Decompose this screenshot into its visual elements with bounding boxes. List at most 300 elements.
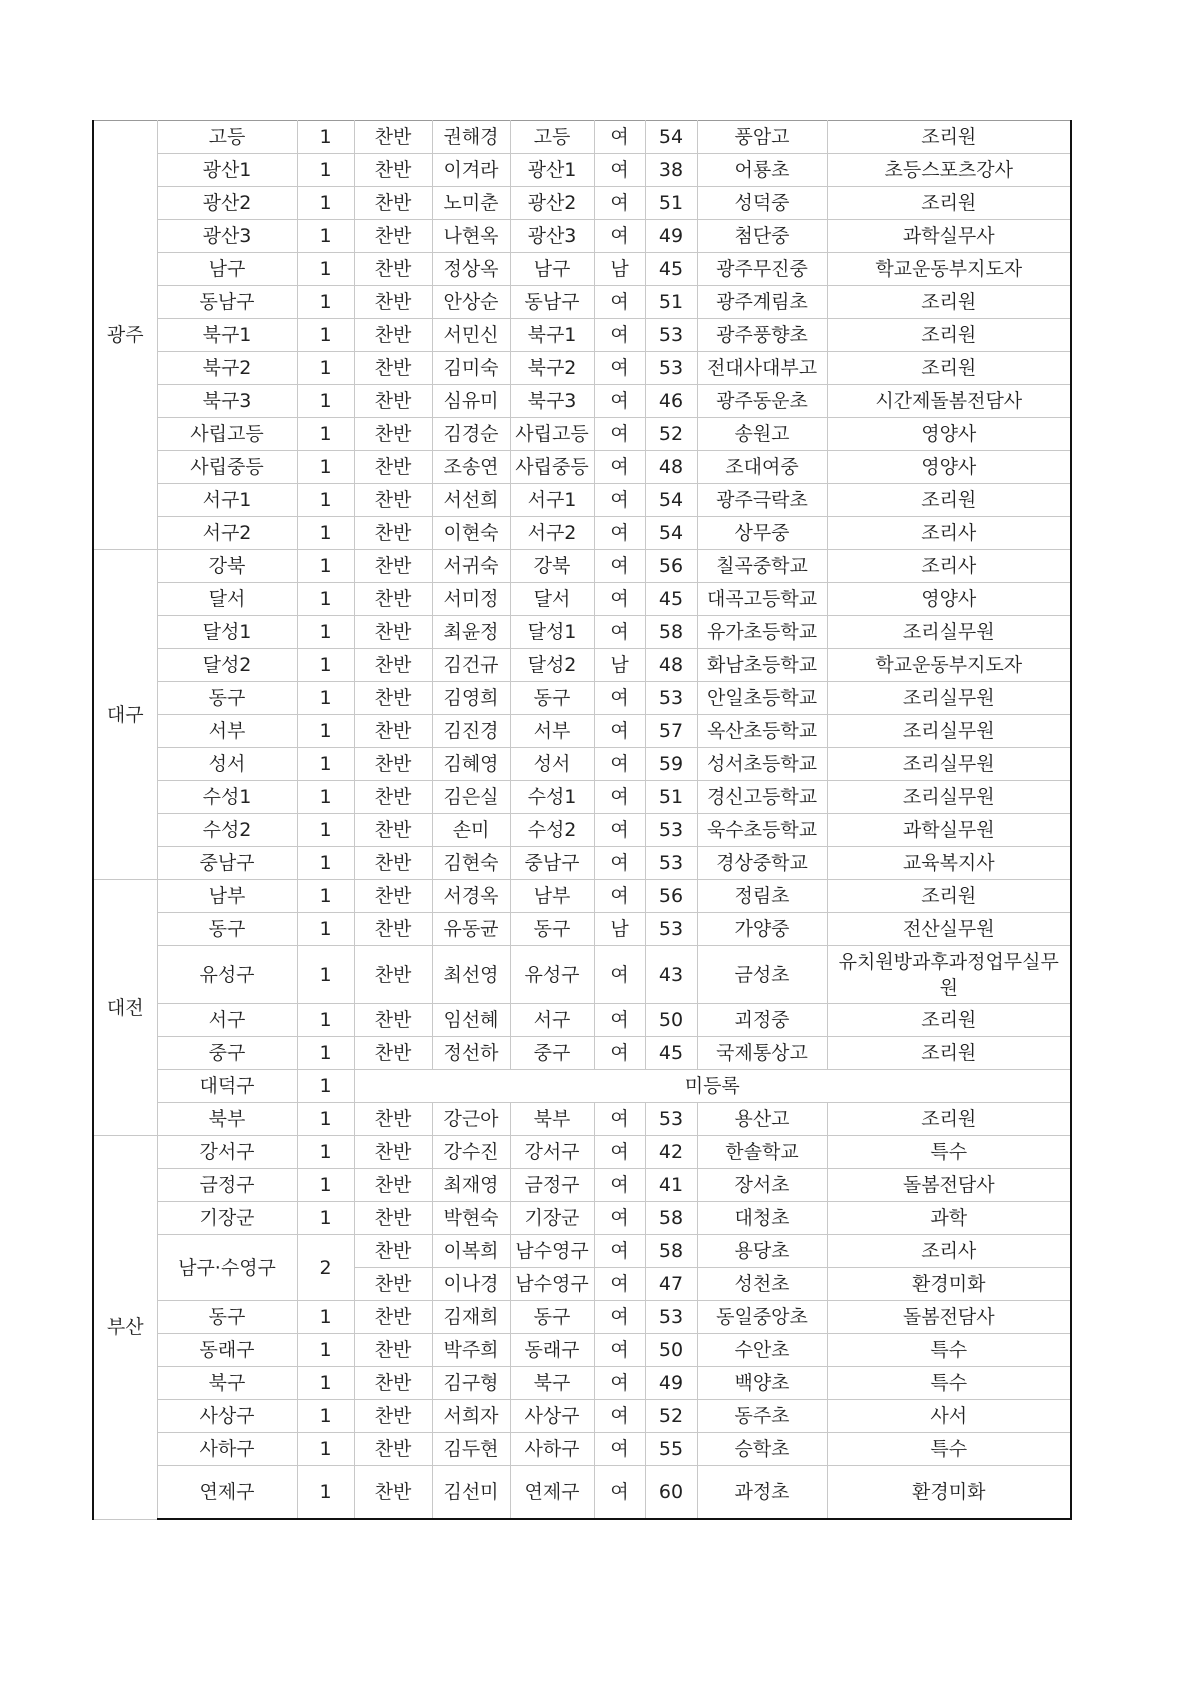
vote-type-cell: 찬반 <box>354 187 432 220</box>
gender-cell: 여 <box>594 682 645 715</box>
gender-cell: 여 <box>594 352 645 385</box>
seat-count-cell: 1 <box>297 1169 354 1202</box>
gender-cell: 여 <box>594 220 645 253</box>
position-cell: 조리원 <box>827 1037 1071 1070</box>
gender-cell: 여 <box>594 1103 645 1136</box>
table-row <box>93 451 1071 484</box>
age-cell: 56 <box>645 880 697 913</box>
table-row <box>93 1235 1071 1268</box>
school-cell: 가양중 <box>697 913 827 946</box>
age-cell: 49 <box>645 220 697 253</box>
table-row <box>93 1466 1071 1520</box>
gender-cell: 여 <box>594 1301 645 1334</box>
position-cell: 영양사 <box>827 583 1071 616</box>
branch-cell: 사립고등 <box>510 418 594 451</box>
branch-cell: 북구1 <box>510 319 594 352</box>
candidate-name-cell: 서귀숙 <box>432 550 510 583</box>
branch-cell: 중구 <box>510 1037 594 1070</box>
school-cell: 한솔학교 <box>697 1136 827 1169</box>
seat-count-cell: 1 <box>297 880 354 913</box>
gender-cell: 여 <box>594 715 645 748</box>
gender-cell: 여 <box>594 1466 645 1520</box>
vote-type-cell: 찬반 <box>354 418 432 451</box>
vote-type-cell: 찬반 <box>354 451 432 484</box>
table-row <box>93 1103 1071 1136</box>
table-row <box>93 814 1071 847</box>
table-row <box>93 880 1071 913</box>
gender-cell: 여 <box>594 418 645 451</box>
district-cell: 남부 <box>157 880 297 913</box>
school-cell: 조대여중 <box>697 451 827 484</box>
position-cell: 영양사 <box>827 451 1071 484</box>
candidate-name-cell: 김진경 <box>432 715 510 748</box>
age-cell: 53 <box>645 682 697 715</box>
branch-cell: 동래구 <box>510 1334 594 1367</box>
table-row <box>93 418 1071 451</box>
seat-count-cell: 1 <box>297 220 354 253</box>
candidate-name-cell: 김현숙 <box>432 847 510 880</box>
seat-count-cell: 1 <box>297 1037 354 1070</box>
school-cell: 유가초등학교 <box>697 616 827 649</box>
school-cell: 정림초 <box>697 880 827 913</box>
position-cell: 특수 <box>827 1334 1071 1367</box>
position-cell: 학교운동부지도자 <box>827 649 1071 682</box>
position-cell: 조리원 <box>827 1103 1071 1136</box>
gender-cell: 여 <box>594 385 645 418</box>
candidate-name-cell: 권해경 <box>432 121 510 154</box>
candidate-table <box>92 120 1072 1520</box>
position-cell: 유치원방과후과정업무실무원 <box>827 946 1071 1004</box>
school-cell: 광주동운초 <box>697 385 827 418</box>
branch-cell: 광산2 <box>510 187 594 220</box>
table-row <box>93 1169 1071 1202</box>
table-row <box>93 1004 1071 1037</box>
district-cell: 수성2 <box>157 814 297 847</box>
candidate-name-cell: 김경순 <box>432 418 510 451</box>
district-cell: 달서 <box>157 583 297 616</box>
region-cell: 부산 <box>93 1136 157 1520</box>
school-cell: 옥산초등학교 <box>697 715 827 748</box>
vote-type-cell: 찬반 <box>354 1334 432 1367</box>
seat-count-cell: 1 <box>297 1004 354 1037</box>
position-cell: 조리원 <box>827 484 1071 517</box>
district-cell: 서구2 <box>157 517 297 550</box>
age-cell: 55 <box>645 1433 697 1466</box>
seat-count-cell: 1 <box>297 550 354 583</box>
district-cell: 연제구 <box>157 1466 297 1520</box>
gender-cell: 여 <box>594 1367 645 1400</box>
age-cell: 45 <box>645 253 697 286</box>
table-row <box>93 748 1071 781</box>
seat-count-cell: 1 <box>297 187 354 220</box>
candidate-name-cell: 이현숙 <box>432 517 510 550</box>
branch-cell: 강서구 <box>510 1136 594 1169</box>
district-cell: 동구 <box>157 682 297 715</box>
candidate-name-cell: 강근아 <box>432 1103 510 1136</box>
age-cell: 53 <box>645 847 697 880</box>
gender-cell: 여 <box>594 781 645 814</box>
branch-cell: 서부 <box>510 715 594 748</box>
school-cell: 송원고 <box>697 418 827 451</box>
vote-type-cell: 찬반 <box>354 1400 432 1433</box>
candidate-name-cell: 김두현 <box>432 1433 510 1466</box>
branch-cell: 수성2 <box>510 814 594 847</box>
position-cell: 교육복지사 <box>827 847 1071 880</box>
table-row <box>93 517 1071 550</box>
school-cell: 성서초등학교 <box>697 748 827 781</box>
gender-cell: 여 <box>594 748 645 781</box>
age-cell: 53 <box>645 814 697 847</box>
seat-count-cell: 1 <box>297 1301 354 1334</box>
table-row <box>93 187 1071 220</box>
gender-cell: 여 <box>594 1334 645 1367</box>
seat-count-cell: 1 <box>297 715 354 748</box>
school-cell: 대청초 <box>697 1202 827 1235</box>
school-cell: 금성초 <box>697 946 827 1004</box>
gender-cell: 여 <box>594 616 645 649</box>
candidate-name-cell: 김은실 <box>432 781 510 814</box>
branch-cell: 유성구 <box>510 946 594 1004</box>
school-cell: 승학초 <box>697 1433 827 1466</box>
candidate-name-cell: 최재영 <box>432 1169 510 1202</box>
age-cell: 57 <box>645 715 697 748</box>
school-cell: 광주무진중 <box>697 253 827 286</box>
table-row <box>93 715 1071 748</box>
gender-cell: 여 <box>594 187 645 220</box>
vote-type-cell: 찬반 <box>354 154 432 187</box>
vote-type-cell: 찬반 <box>354 946 432 1004</box>
branch-cell: 강북 <box>510 550 594 583</box>
gender-cell: 여 <box>594 319 645 352</box>
gender-cell: 여 <box>594 1169 645 1202</box>
school-cell: 광주계림초 <box>697 286 827 319</box>
position-cell: 조리원 <box>827 352 1071 385</box>
position-cell: 조리원 <box>827 286 1071 319</box>
branch-cell: 남부 <box>510 880 594 913</box>
table-row <box>93 781 1071 814</box>
gender-cell: 여 <box>594 550 645 583</box>
position-cell: 시간제돌봄전담사 <box>827 385 1071 418</box>
candidate-name-cell: 나현옥 <box>432 220 510 253</box>
seat-count-cell: 1 <box>297 154 354 187</box>
branch-cell: 달서 <box>510 583 594 616</box>
age-cell: 54 <box>645 484 697 517</box>
vote-type-cell: 찬반 <box>354 748 432 781</box>
age-cell: 58 <box>645 1235 697 1268</box>
age-cell: 41 <box>645 1169 697 1202</box>
seat-count-cell: 1 <box>297 1136 354 1169</box>
branch-cell: 남수영구 <box>510 1268 594 1301</box>
candidate-name-cell: 이겨라 <box>432 154 510 187</box>
candidate-name-cell: 서경옥 <box>432 880 510 913</box>
gender-cell: 여 <box>594 946 645 1004</box>
vote-type-cell: 찬반 <box>354 319 432 352</box>
seat-count-cell: 1 <box>297 682 354 715</box>
candidate-name-cell: 노미춘 <box>432 187 510 220</box>
seat-count-cell: 1 <box>297 1400 354 1433</box>
candidate-name-cell: 서미정 <box>432 583 510 616</box>
position-cell: 조리사 <box>827 1235 1071 1268</box>
gender-cell: 여 <box>594 286 645 319</box>
district-cell: 사상구 <box>157 1400 297 1433</box>
vote-type-cell: 찬반 <box>354 1169 432 1202</box>
candidate-name-cell: 유동균 <box>432 913 510 946</box>
seat-count-cell: 2 <box>297 1235 354 1301</box>
school-cell: 국제통상고 <box>697 1037 827 1070</box>
branch-cell: 중남구 <box>510 847 594 880</box>
district-cell: 고등 <box>157 121 297 154</box>
table-row <box>93 352 1071 385</box>
seat-count-cell: 1 <box>297 484 354 517</box>
district-cell: 수성1 <box>157 781 297 814</box>
school-cell: 백양초 <box>697 1367 827 1400</box>
branch-cell: 성서 <box>510 748 594 781</box>
branch-cell: 남구 <box>510 253 594 286</box>
age-cell: 59 <box>645 748 697 781</box>
position-cell: 사서 <box>827 1400 1071 1433</box>
gender-cell: 여 <box>594 1136 645 1169</box>
seat-count-cell: 1 <box>297 286 354 319</box>
gender-cell: 여 <box>594 1037 645 1070</box>
school-cell: 풍암고 <box>697 121 827 154</box>
vote-type-cell: 찬반 <box>354 220 432 253</box>
vote-type-cell: 찬반 <box>354 781 432 814</box>
table-row <box>93 550 1071 583</box>
district-cell: 강북 <box>157 550 297 583</box>
position-cell: 조리실무원 <box>827 715 1071 748</box>
gender-cell: 여 <box>594 847 645 880</box>
gender-cell: 여 <box>594 814 645 847</box>
school-cell: 첨단중 <box>697 220 827 253</box>
vote-type-cell: 찬반 <box>354 649 432 682</box>
branch-cell: 달성2 <box>510 649 594 682</box>
school-cell: 동일중앙초 <box>697 1301 827 1334</box>
position-cell: 특수 <box>827 1136 1071 1169</box>
branch-cell: 고등 <box>510 121 594 154</box>
vote-type-cell: 찬반 <box>354 286 432 319</box>
age-cell: 49 <box>645 1367 697 1400</box>
table-row <box>93 616 1071 649</box>
age-cell: 50 <box>645 1334 697 1367</box>
district-cell: 동남구 <box>157 286 297 319</box>
vote-type-cell: 찬반 <box>354 1301 432 1334</box>
district-cell: 북부 <box>157 1103 297 1136</box>
table-row <box>93 649 1071 682</box>
gender-cell: 여 <box>594 1004 645 1037</box>
table-row <box>93 583 1071 616</box>
district-cell: 달성2 <box>157 649 297 682</box>
district-cell: 동구 <box>157 1301 297 1334</box>
seat-count-cell: 1 <box>297 913 354 946</box>
branch-cell: 서구1 <box>510 484 594 517</box>
school-cell: 경상중학교 <box>697 847 827 880</box>
seat-count-cell: 1 <box>297 1466 354 1520</box>
vote-type-cell: 찬반 <box>354 913 432 946</box>
vote-type-cell: 찬반 <box>354 352 432 385</box>
gender-cell: 여 <box>594 154 645 187</box>
seat-count-cell: 1 <box>297 1367 354 1400</box>
seat-count-cell: 1 <box>297 352 354 385</box>
candidate-name-cell: 김구형 <box>432 1367 510 1400</box>
position-cell: 돌봄전담사 <box>827 1301 1071 1334</box>
district-cell: 성서 <box>157 748 297 781</box>
seat-count-cell: 1 <box>297 1202 354 1235</box>
position-cell: 특수 <box>827 1433 1071 1466</box>
branch-cell: 광산1 <box>510 154 594 187</box>
candidate-name-cell: 김선미 <box>432 1466 510 1520</box>
position-cell: 조리사 <box>827 550 1071 583</box>
vote-type-cell: 찬반 <box>354 814 432 847</box>
district-cell: 광산3 <box>157 220 297 253</box>
position-cell: 조리실무원 <box>827 781 1071 814</box>
school-cell: 경신고등학교 <box>697 781 827 814</box>
district-cell: 서구1 <box>157 484 297 517</box>
position-cell: 조리원 <box>827 187 1071 220</box>
vote-type-cell: 찬반 <box>354 1103 432 1136</box>
district-cell: 서부 <box>157 715 297 748</box>
age-cell: 53 <box>645 913 697 946</box>
school-cell: 수안초 <box>697 1334 827 1367</box>
school-cell: 욱수초등학교 <box>697 814 827 847</box>
position-cell: 영양사 <box>827 418 1071 451</box>
age-cell: 50 <box>645 1004 697 1037</box>
seat-count-cell: 1 <box>297 1103 354 1136</box>
candidate-name-cell: 임선혜 <box>432 1004 510 1037</box>
age-cell: 46 <box>645 385 697 418</box>
candidate-name-cell: 정선하 <box>432 1037 510 1070</box>
table-row <box>93 682 1071 715</box>
age-cell: 42 <box>645 1136 697 1169</box>
age-cell: 51 <box>645 286 697 319</box>
position-cell: 학교운동부지도자 <box>827 253 1071 286</box>
position-cell: 조리실무원 <box>827 616 1071 649</box>
district-cell: 금정구 <box>157 1169 297 1202</box>
seat-count-cell: 1 <box>297 1070 354 1103</box>
table-row <box>93 1202 1071 1235</box>
school-cell: 칠곡중학교 <box>697 550 827 583</box>
school-cell: 성천초 <box>697 1268 827 1301</box>
candidate-name-cell: 조송연 <box>432 451 510 484</box>
table-row <box>93 121 1071 154</box>
table-row <box>93 847 1071 880</box>
vote-type-cell: 찬반 <box>354 1466 432 1520</box>
district-cell: 남구 <box>157 253 297 286</box>
school-cell: 안일초등학교 <box>697 682 827 715</box>
candidate-name-cell: 서희자 <box>432 1400 510 1433</box>
vote-type-cell: 찬반 <box>354 847 432 880</box>
vote-type-cell: 찬반 <box>354 1004 432 1037</box>
branch-cell: 남수영구 <box>510 1235 594 1268</box>
school-cell: 상무중 <box>697 517 827 550</box>
age-cell: 58 <box>645 616 697 649</box>
vote-type-cell: 찬반 <box>354 715 432 748</box>
seat-count-cell: 1 <box>297 418 354 451</box>
vote-type-cell: 찬반 <box>354 880 432 913</box>
branch-cell: 사립중등 <box>510 451 594 484</box>
district-cell: 달성1 <box>157 616 297 649</box>
gender-cell: 남 <box>594 649 645 682</box>
table-row <box>93 319 1071 352</box>
position-cell: 초등스포츠강사 <box>827 154 1071 187</box>
gender-cell: 여 <box>594 484 645 517</box>
unregistered-cell: 미등록 <box>354 1070 1071 1103</box>
branch-cell: 서구 <box>510 1004 594 1037</box>
age-cell: 47 <box>645 1268 697 1301</box>
district-cell: 남구·수영구 <box>157 1235 297 1301</box>
gender-cell: 여 <box>594 583 645 616</box>
school-cell: 괴정중 <box>697 1004 827 1037</box>
candidate-name-cell: 강수진 <box>432 1136 510 1169</box>
candidate-name-cell: 안상순 <box>432 286 510 319</box>
position-cell: 환경미화 <box>827 1268 1071 1301</box>
candidate-name-cell: 김미숙 <box>432 352 510 385</box>
branch-cell: 북구2 <box>510 352 594 385</box>
vote-type-cell: 찬반 <box>354 253 432 286</box>
age-cell: 43 <box>645 946 697 1004</box>
table-row <box>93 1334 1071 1367</box>
position-cell: 과학실무원 <box>827 814 1071 847</box>
region-cell: 대구 <box>93 550 157 880</box>
age-cell: 52 <box>645 1400 697 1433</box>
age-cell: 38 <box>645 154 697 187</box>
position-cell: 조리원 <box>827 319 1071 352</box>
school-cell: 화남초등학교 <box>697 649 827 682</box>
candidate-name-cell: 정상옥 <box>432 253 510 286</box>
position-cell: 전산실무원 <box>827 913 1071 946</box>
seat-count-cell: 1 <box>297 451 354 484</box>
school-cell: 과정초 <box>697 1466 827 1520</box>
branch-cell: 동구 <box>510 913 594 946</box>
candidate-name-cell: 김영희 <box>432 682 510 715</box>
branch-cell: 북부 <box>510 1103 594 1136</box>
branch-cell: 서구2 <box>510 517 594 550</box>
school-cell: 용당초 <box>697 1235 827 1268</box>
school-cell: 동주초 <box>697 1400 827 1433</box>
vote-type-cell: 찬반 <box>354 121 432 154</box>
age-cell: 53 <box>645 319 697 352</box>
region-cell: 대전 <box>93 880 157 1136</box>
seat-count-cell: 1 <box>297 1433 354 1466</box>
table-row <box>93 220 1071 253</box>
table-row <box>93 913 1071 946</box>
branch-cell: 북구 <box>510 1367 594 1400</box>
gender-cell: 여 <box>594 1268 645 1301</box>
vote-type-cell: 찬반 <box>354 1136 432 1169</box>
branch-cell: 동구 <box>510 1301 594 1334</box>
position-cell: 조리원 <box>827 880 1071 913</box>
branch-cell: 동남구 <box>510 286 594 319</box>
district-cell: 사하구 <box>157 1433 297 1466</box>
position-cell: 조리사 <box>827 517 1071 550</box>
school-cell: 성덕중 <box>697 187 827 220</box>
school-cell: 어룡초 <box>697 154 827 187</box>
vote-type-cell: 찬반 <box>354 484 432 517</box>
seat-count-cell: 1 <box>297 319 354 352</box>
position-cell: 과학 <box>827 1202 1071 1235</box>
vote-type-cell: 찬반 <box>354 1037 432 1070</box>
seat-count-cell: 1 <box>297 616 354 649</box>
district-cell: 대덕구 <box>157 1070 297 1103</box>
district-cell: 강서구 <box>157 1136 297 1169</box>
vote-type-cell: 찬반 <box>354 550 432 583</box>
age-cell: 60 <box>645 1466 697 1520</box>
age-cell: 58 <box>645 1202 697 1235</box>
table-row <box>93 1070 1071 1103</box>
gender-cell: 남 <box>594 253 645 286</box>
age-cell: 51 <box>645 187 697 220</box>
seat-count-cell: 1 <box>297 583 354 616</box>
branch-cell: 광산3 <box>510 220 594 253</box>
